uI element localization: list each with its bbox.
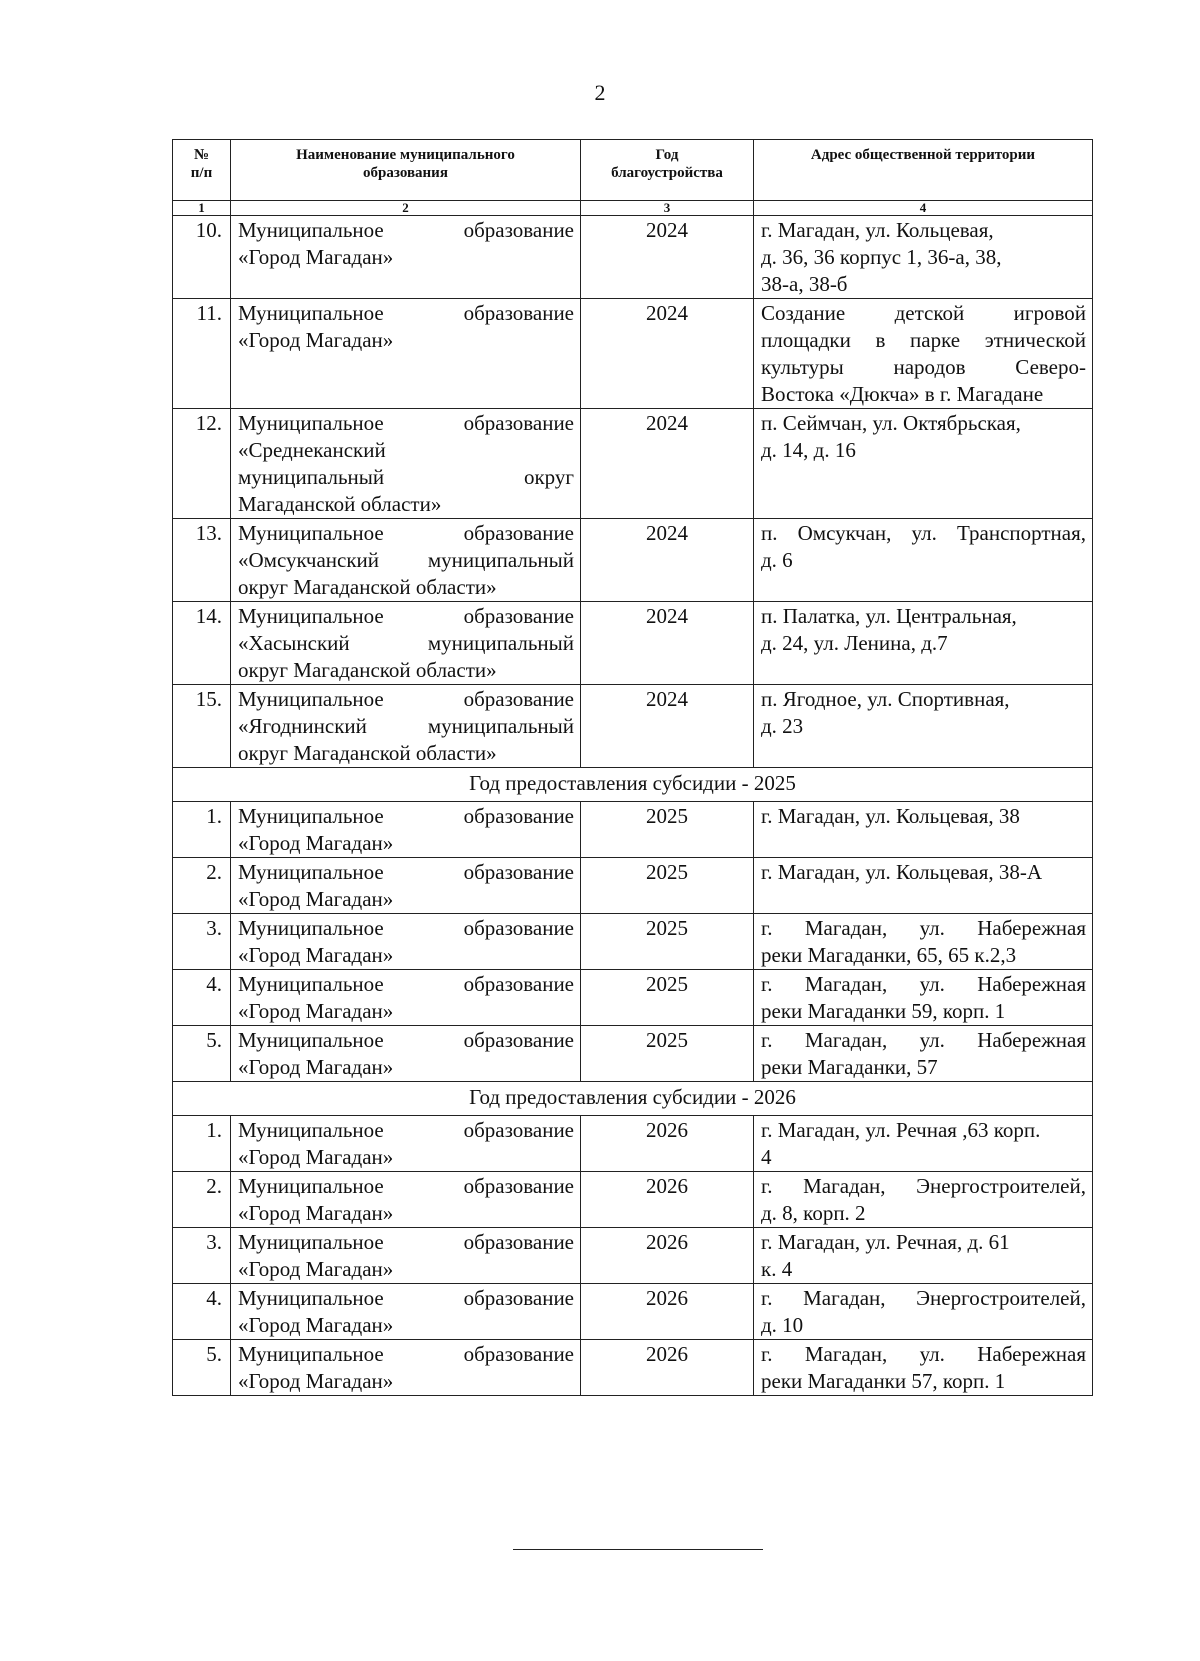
name-word: Муниципальное — [238, 687, 384, 711]
name-word: Муниципальное — [238, 1342, 384, 1366]
name-line: округ Магаданской области» — [238, 741, 497, 765]
header-name-line: образования — [363, 165, 448, 181]
name-word: Муниципальное — [238, 301, 384, 325]
name-line — [238, 1341, 574, 1368]
improvement-year: 2024 — [581, 409, 754, 519]
row-number: 4. — [173, 970, 231, 1026]
name-line: «Город Магадан» — [238, 1145, 394, 1169]
address-line: г. Магадан, ул. Кольцевая, 38-А — [761, 860, 1043, 884]
territory-address — [754, 519, 1093, 602]
name-line: «Город Магадан» — [238, 1201, 394, 1225]
address-line: д. 6 — [761, 548, 793, 572]
municipality-name — [231, 1116, 581, 1172]
address-line: п. Омсукчан, ул. Транспортная, — [761, 521, 1086, 545]
name-word: «Хасынский — [238, 631, 350, 655]
name-word: Муниципальное — [238, 1118, 384, 1142]
footer-divider — [513, 1549, 763, 1550]
name-line — [238, 713, 574, 740]
name-line — [238, 1285, 574, 1312]
header-num — [173, 140, 231, 201]
name-line: «Город Магадан» — [238, 831, 394, 855]
header-year-line: Год — [655, 147, 679, 163]
name-word: «Омсукчанский — [238, 548, 380, 572]
name-word: образование — [463, 521, 574, 545]
row-number: 5. — [173, 1340, 231, 1396]
address-line: г. Магадан, ул. Набережная — [761, 1342, 1086, 1366]
header-address-line: Адрес общественной территории — [810, 147, 1036, 163]
municipality-name — [231, 299, 581, 409]
name-word: Муниципальное — [238, 916, 384, 940]
name-word: образование — [463, 1118, 574, 1142]
table-row — [173, 858, 1093, 914]
municipality-name — [231, 914, 581, 970]
name-word: муниципальный — [427, 548, 574, 572]
improvement-year: 2026 — [581, 1340, 754, 1396]
improvement-year: 2024 — [581, 602, 754, 685]
address-line: Создание детской игровой — [761, 301, 1086, 325]
improvement-year: 2026 — [581, 1172, 754, 1228]
name-word: Муниципальное — [238, 521, 384, 545]
municipality-name — [231, 1284, 581, 1340]
address-line: г. Магадан, Энергостроителей, — [761, 1286, 1086, 1310]
section-row — [173, 768, 1093, 802]
name-line: округ Магаданской области» — [238, 658, 497, 682]
name-word: образование — [463, 860, 574, 884]
header-address — [754, 140, 1093, 201]
name-line — [238, 410, 574, 437]
page-number: 2 — [594, 80, 606, 105]
territory-address — [754, 409, 1093, 519]
column-number-row — [173, 201, 1093, 216]
address-line: реки Магаданки 59, корп. 1 — [761, 999, 1006, 1023]
row-number: 2. — [173, 858, 231, 914]
municipality-name — [231, 970, 581, 1026]
name-line: «Город Магадан» — [238, 1369, 394, 1393]
section-row — [173, 1082, 1093, 1116]
improvement-year: 2025 — [581, 858, 754, 914]
name-word: Муниципальное — [238, 972, 384, 996]
table-row — [173, 1228, 1093, 1284]
municipality-name — [231, 802, 581, 858]
municipality-name — [231, 685, 581, 768]
municipality-name — [231, 409, 581, 519]
name-line: «Город Магадан» — [238, 943, 394, 967]
address-line: г. Магадан, ул. Набережная — [761, 916, 1086, 940]
address-line: г. Магадан, ул. Речная ,63 корп. — [761, 1118, 1041, 1142]
improvement-year: 2026 — [581, 1284, 754, 1340]
name-line — [238, 217, 574, 244]
name-line — [238, 520, 574, 547]
name-line — [238, 1027, 574, 1054]
improvement-year: 2024 — [581, 299, 754, 409]
improvement-year: 2025 — [581, 914, 754, 970]
municipality-name — [231, 1228, 581, 1284]
address-line: реки Магаданки, 65, 65 к.2,3 — [761, 943, 1017, 967]
section-heading: Год предоставления субсидии - 2026 — [173, 1082, 1093, 1116]
table-header-row — [173, 140, 1093, 201]
row-number: 15. — [173, 685, 231, 768]
municipality-name — [231, 1172, 581, 1228]
header-year-line: благоустройства — [611, 165, 723, 181]
improvement-year: 2026 — [581, 1116, 754, 1172]
address-line: п. Сеймчан, ул. Октябрьская, — [761, 411, 1021, 435]
municipality-name — [231, 858, 581, 914]
address-line: г. Магадан, ул. Кольцевая, 38 — [761, 804, 1020, 828]
address-line: п. Ягодное, ул. Спортивная, — [761, 687, 1010, 711]
territory-address — [754, 858, 1093, 914]
name-word: «Ягоднинский — [238, 714, 367, 738]
name-word: Муниципальное — [238, 1174, 384, 1198]
name-line — [238, 547, 574, 574]
address-line: реки Магаданки 57, корп. 1 — [761, 1369, 1006, 1393]
territory-address — [754, 1116, 1093, 1172]
name-line: «Город Магадан» — [238, 328, 394, 352]
address-line: площадки в парке этнической — [761, 328, 1086, 352]
name-word: образование — [463, 916, 574, 940]
municipality-name — [231, 1340, 581, 1396]
territories-table — [172, 139, 1093, 1396]
municipality-name — [231, 519, 581, 602]
name-word: образование — [463, 604, 574, 628]
name-word: муниципальный — [238, 465, 385, 489]
name-line: Магаданской области» — [238, 492, 442, 516]
row-number: 4. — [173, 1284, 231, 1340]
name-word: муниципальный — [427, 714, 574, 738]
name-word: образование — [463, 1286, 574, 1310]
territory-address — [754, 299, 1093, 409]
territory-address — [754, 1228, 1093, 1284]
address-line: г. Магадан, ул. Речная, д. 61 — [761, 1230, 1010, 1254]
table-row — [173, 299, 1093, 409]
address-line: Востока «Дюкча» в г. Магадане — [761, 382, 1044, 406]
name-line — [238, 915, 574, 942]
table-row — [173, 914, 1093, 970]
row-number: 5. — [173, 1026, 231, 1082]
name-word: образование — [463, 1230, 574, 1254]
address-line: д. 36, 36 корпус 1, 36-а, 38, — [761, 245, 1002, 269]
name-line — [238, 464, 574, 491]
territory-address — [754, 1172, 1093, 1228]
column-number: 4 — [754, 201, 1093, 216]
address-line: 4 — [761, 1145, 772, 1169]
column-number: 2 — [231, 201, 581, 216]
header-num-line: п/п — [190, 165, 213, 181]
name-word: Муниципальное — [238, 1230, 384, 1254]
address-line: г. Магадан, Энергостроителей, — [761, 1174, 1086, 1198]
column-number: 1 — [173, 201, 231, 216]
table-row — [173, 1284, 1093, 1340]
table-row — [173, 802, 1093, 858]
table-row — [173, 685, 1093, 768]
improvement-year: 2026 — [581, 1228, 754, 1284]
table-row — [173, 409, 1093, 519]
address-line: п. Палатка, ул. Центральная, — [761, 604, 1017, 628]
address-line: г. Магадан, ул. Набережная — [761, 1028, 1086, 1052]
name-word: образование — [463, 411, 574, 435]
table-row — [173, 1172, 1093, 1228]
improvement-year: 2025 — [581, 802, 754, 858]
name-line: округ Магаданской области» — [238, 575, 497, 599]
name-line: «Город Магадан» — [238, 245, 394, 269]
name-word: Муниципальное — [238, 1286, 384, 1310]
name-line: «Город Магадан» — [238, 1055, 394, 1079]
name-word: образование — [463, 687, 574, 711]
name-word: Муниципальное — [238, 218, 384, 242]
territory-address — [754, 914, 1093, 970]
name-line — [238, 630, 574, 657]
name-line: «Город Магадан» — [238, 999, 394, 1023]
row-number: 1. — [173, 1116, 231, 1172]
name-word: Муниципальное — [238, 411, 384, 435]
name-line: «Город Магадан» — [238, 887, 394, 911]
table-row — [173, 970, 1093, 1026]
address-line: реки Магаданки, 57 — [761, 1055, 938, 1079]
address-line: д. 23 — [761, 714, 804, 738]
table-row — [173, 519, 1093, 602]
name-word: образование — [463, 972, 574, 996]
name-line — [238, 859, 574, 886]
territory-address — [754, 1284, 1093, 1340]
table-row — [173, 1340, 1093, 1396]
name-line — [238, 803, 574, 830]
territory-address — [754, 216, 1093, 299]
name-word: Муниципальное — [238, 860, 384, 884]
name-word: Муниципальное — [238, 604, 384, 628]
name-word: образование — [463, 218, 574, 242]
address-line: д. 10 — [761, 1313, 804, 1337]
address-line: к. 4 — [761, 1257, 793, 1281]
row-number: 11. — [173, 299, 231, 409]
name-word: Муниципальное — [238, 1028, 384, 1052]
name-word: образование — [463, 1174, 574, 1198]
header-name — [231, 140, 581, 201]
header-year — [581, 140, 754, 201]
address-line: культуры народов Северо- — [761, 355, 1086, 379]
municipality-name — [231, 1026, 581, 1082]
municipality-name — [231, 216, 581, 299]
improvement-year: 2025 — [581, 970, 754, 1026]
improvement-year: 2024 — [581, 216, 754, 299]
address-line: д. 8, корп. 2 — [761, 1201, 866, 1225]
name-word: образование — [463, 1028, 574, 1052]
name-word: округ — [523, 465, 574, 489]
name-word: муниципальный — [427, 631, 574, 655]
name-line: «Город Магадан» — [238, 1257, 394, 1281]
table-row — [173, 1116, 1093, 1172]
row-number: 2. — [173, 1172, 231, 1228]
address-line: г. Магадан, ул. Набережная — [761, 972, 1086, 996]
row-number: 12. — [173, 409, 231, 519]
territory-address — [754, 602, 1093, 685]
table-row — [173, 602, 1093, 685]
section-heading: Год предоставления субсидии - 2025 — [173, 768, 1093, 802]
header-num-line: № — [193, 147, 210, 163]
name-line — [238, 971, 574, 998]
table-row — [173, 1026, 1093, 1082]
table-row — [173, 216, 1093, 299]
municipality-name — [231, 602, 581, 685]
territory-address — [754, 1026, 1093, 1082]
territory-address — [754, 685, 1093, 768]
name-line — [238, 1117, 574, 1144]
column-number: 3 — [581, 201, 754, 216]
row-number: 14. — [173, 602, 231, 685]
improvement-year: 2024 — [581, 519, 754, 602]
name-line — [238, 603, 574, 630]
name-line — [238, 1173, 574, 1200]
improvement-year: 2025 — [581, 1026, 754, 1082]
name-line — [238, 300, 574, 327]
address-line: д. 24, ул. Ленина, д.7 — [761, 631, 948, 655]
row-number: 1. — [173, 802, 231, 858]
name-word: образование — [463, 301, 574, 325]
territory-address — [754, 1340, 1093, 1396]
header-name-line: Наименование муниципального — [296, 147, 515, 163]
name-line: «Среднеканский — [238, 438, 386, 462]
row-number: 13. — [173, 519, 231, 602]
name-line: «Город Магадан» — [238, 1313, 394, 1337]
address-line: 38-а, 38-б — [761, 272, 848, 296]
table-body — [173, 216, 1093, 1396]
row-number: 10. — [173, 216, 231, 299]
address-line: д. 14, д. 16 — [761, 438, 856, 462]
row-number: 3. — [173, 914, 231, 970]
row-number: 3. — [173, 1228, 231, 1284]
name-word: Муниципальное — [238, 804, 384, 828]
address-line: г. Магадан, ул. Кольцевая, — [761, 218, 994, 242]
territory-address — [754, 802, 1093, 858]
improvement-year: 2024 — [581, 685, 754, 768]
name-word: образование — [463, 804, 574, 828]
name-line — [238, 686, 574, 713]
name-word: образование — [463, 1342, 574, 1366]
name-line — [238, 1229, 574, 1256]
territory-address — [754, 970, 1093, 1026]
